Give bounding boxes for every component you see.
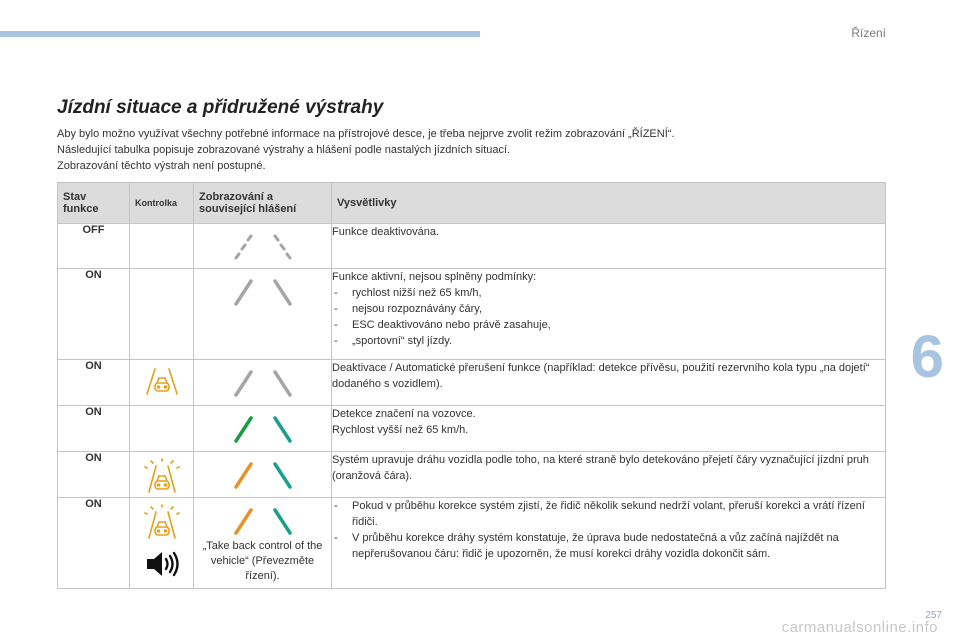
- explain-line: Detekce značení na vozovce.: [332, 408, 476, 420]
- row-indicator: [130, 406, 194, 452]
- list-item: - nejsou rozpoznávány čáry,: [332, 301, 885, 317]
- lane-grey-icon: [223, 369, 303, 399]
- row-indicator: [130, 360, 194, 406]
- row-display: [194, 224, 332, 269]
- list-item: - „sportovní“ styl jízdy.: [332, 333, 885, 349]
- row-display: [194, 452, 332, 498]
- list-item: - ESC deaktivováno nebo právě zasahuje,: [332, 317, 885, 333]
- row-display: [194, 498, 332, 589]
- list-item: - rychlost nižší než 65 km/h,: [332, 285, 885, 301]
- row-state: ON: [58, 452, 130, 498]
- row-display: [194, 406, 332, 452]
- row-state: ON: [58, 498, 130, 589]
- header-explain: Vysvětlivky: [332, 183, 886, 224]
- chapter-number: 6: [910, 323, 944, 390]
- row-indicator: [130, 498, 194, 589]
- table-row: [58, 406, 886, 452]
- lane-green-icon: [223, 415, 303, 445]
- lane-warning-active-icon: [142, 504, 182, 542]
- row-display: [194, 269, 332, 360]
- header-state: Stav funkce: [58, 183, 130, 224]
- row-state: ON: [58, 406, 130, 452]
- table-row: [58, 224, 886, 269]
- watermark: carmanualsonline.info: [781, 619, 938, 636]
- intro-text: [57, 126, 877, 174]
- speaker-icon: [144, 550, 180, 578]
- row-state: ON: [58, 269, 130, 360]
- row-indicator: [130, 224, 194, 269]
- top-bar: [0, 31, 480, 37]
- table-row: [58, 452, 886, 498]
- page-number: 257: [925, 610, 942, 621]
- row-explain: Funkce deaktivována.: [332, 224, 886, 269]
- row-explain: [332, 269, 886, 360]
- intro-line: Aby bylo možno využívat všechny potřebné informace na přístrojové desce, je třeba nejprve zvolit režim zobrazování „ŘÍZENÍ“.: [57, 128, 675, 140]
- list-item: - V průběhu korekce dráhy systém konstatuje, že úprava bude nedostatečná a vůz začíná najíždět na nepřerušovanou čáru: řidič je upozorněn, že musí korekci dráhy vozidla dokončit sám.: [332, 530, 885, 562]
- explain-line: Rychlost vyšší než 65 km/h.: [332, 424, 469, 436]
- row-explain: Deaktivace / Automatické přerušení funkce (například: detekce přívěsu, použití rezervního kola typu „na dojetí“ dodaného s vozidlem).: [332, 360, 886, 406]
- table-row: [58, 360, 886, 406]
- table-row: [58, 498, 886, 589]
- lane-grey-icon: [223, 278, 303, 308]
- row-explain: [332, 406, 886, 452]
- row-state: OFF: [58, 224, 130, 269]
- row-indicator: [130, 452, 194, 498]
- lane-dashed-icon: [223, 233, 303, 263]
- table-row: [58, 269, 886, 360]
- header-indicator: Kontrolka: [130, 183, 194, 224]
- row-indicator: [130, 269, 194, 360]
- row-display: [194, 360, 332, 406]
- page-title: Jízdní situace a přidružené výstrahy: [57, 97, 384, 118]
- section-label: Řízení: [851, 26, 886, 40]
- display-caption: „Take back control of the vehicle“ (Převezměte řízení).: [202, 540, 323, 582]
- lane-orange-green-icon: [223, 507, 303, 537]
- intro-line: Následující tabulka popisuje zobrazované výstrahy a hlášení podle nastalých jízdních situací.: [57, 144, 511, 156]
- intro-line: Zobrazování těchto výstrah není postupné.: [57, 160, 266, 172]
- lane-orange-green-icon: [223, 461, 303, 491]
- list-item: - Pokud v průběhu korekce systém zjistí, že řidič několik sekund nedrží volant, přeruší korekci a vrátí řízení řidiči.: [332, 498, 885, 530]
- explain-line: Funkce aktivní, nejsou splněny podmínky:: [332, 271, 537, 283]
- bullet-list: [332, 285, 885, 349]
- table-header-row: [58, 183, 886, 224]
- row-explain: Systém upravuje dráhu vozidla podle toho, na které straně bylo detekováno přejetí čáry vyznačující jízdní pruh (oranžová čára).: [332, 452, 886, 498]
- header-display: Zobrazování a související hlášení: [194, 183, 332, 224]
- lane-warning-icon: [142, 366, 182, 398]
- row-state: ON: [58, 360, 130, 406]
- situations-table: [57, 182, 886, 589]
- bullet-list: [332, 498, 885, 562]
- row-explain: [332, 498, 886, 589]
- lane-warning-active-icon: [142, 458, 182, 496]
